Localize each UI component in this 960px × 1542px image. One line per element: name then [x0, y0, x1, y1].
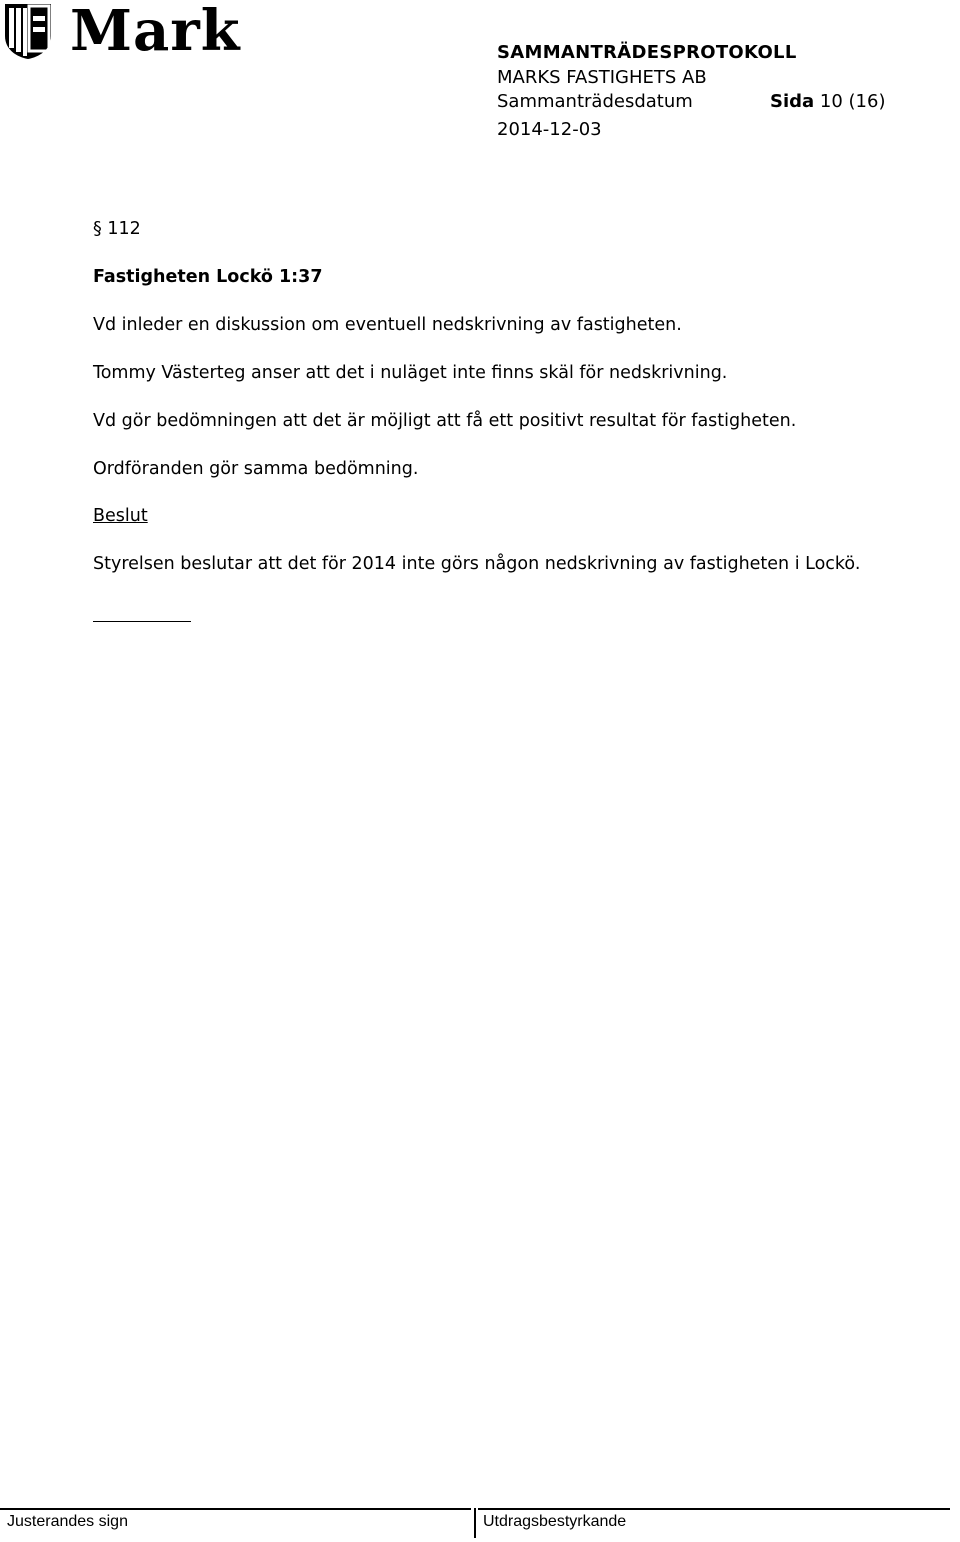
municipal-coat-of-arms-icon: [3, 2, 53, 60]
section-symbol: §: [93, 219, 102, 239]
meeting-date: 2014-12-03: [497, 119, 602, 140]
document-type-title: SAMMANTRÄDESPROTOKOLL: [497, 42, 797, 63]
paragraph: Tommy Västerteg anser att det i nuläget inte finns skäl för nedskrivning.: [93, 363, 728, 383]
footer-rule-right: [478, 1508, 950, 1510]
section-number-value: 112: [107, 219, 141, 239]
meeting-date-label: Sammanträdesdatum: [497, 91, 693, 112]
organisation-name: MARKS FASTIGHETS AB: [497, 67, 707, 88]
decision-text: Styrelsen beslutar att det för 2014 inte görs någon nedskrivning av fastigheten i Lockö.: [93, 554, 861, 574]
decision-label: Beslut: [93, 506, 148, 526]
section-end-rule: [93, 621, 191, 622]
footer-rule-left: [0, 1508, 471, 1510]
item-heading: Fastigheten Lockö 1:37: [93, 267, 323, 287]
paragraph: Vd inleder en diskussion om eventuell nedskrivning av fastigheten.: [93, 315, 682, 335]
paragraph: Ordföranden gör samma bedömning.: [93, 459, 419, 479]
footer-divider: [474, 1508, 476, 1538]
initials-label: Justerandes sign: [7, 1513, 128, 1530]
section-number: [93, 218, 141, 240]
page-number: 10 (16): [819, 91, 886, 112]
certification-label: Utdragsbestyrkande: [483, 1513, 627, 1530]
paragraph: Vd gör bedömningen att det är möjligt att få ett positivt resultat för fastigheten.: [93, 411, 797, 431]
logo-wordmark: Mark: [70, 0, 241, 64]
page-label: Sida: [770, 91, 815, 112]
page-indicator: [770, 91, 885, 113]
